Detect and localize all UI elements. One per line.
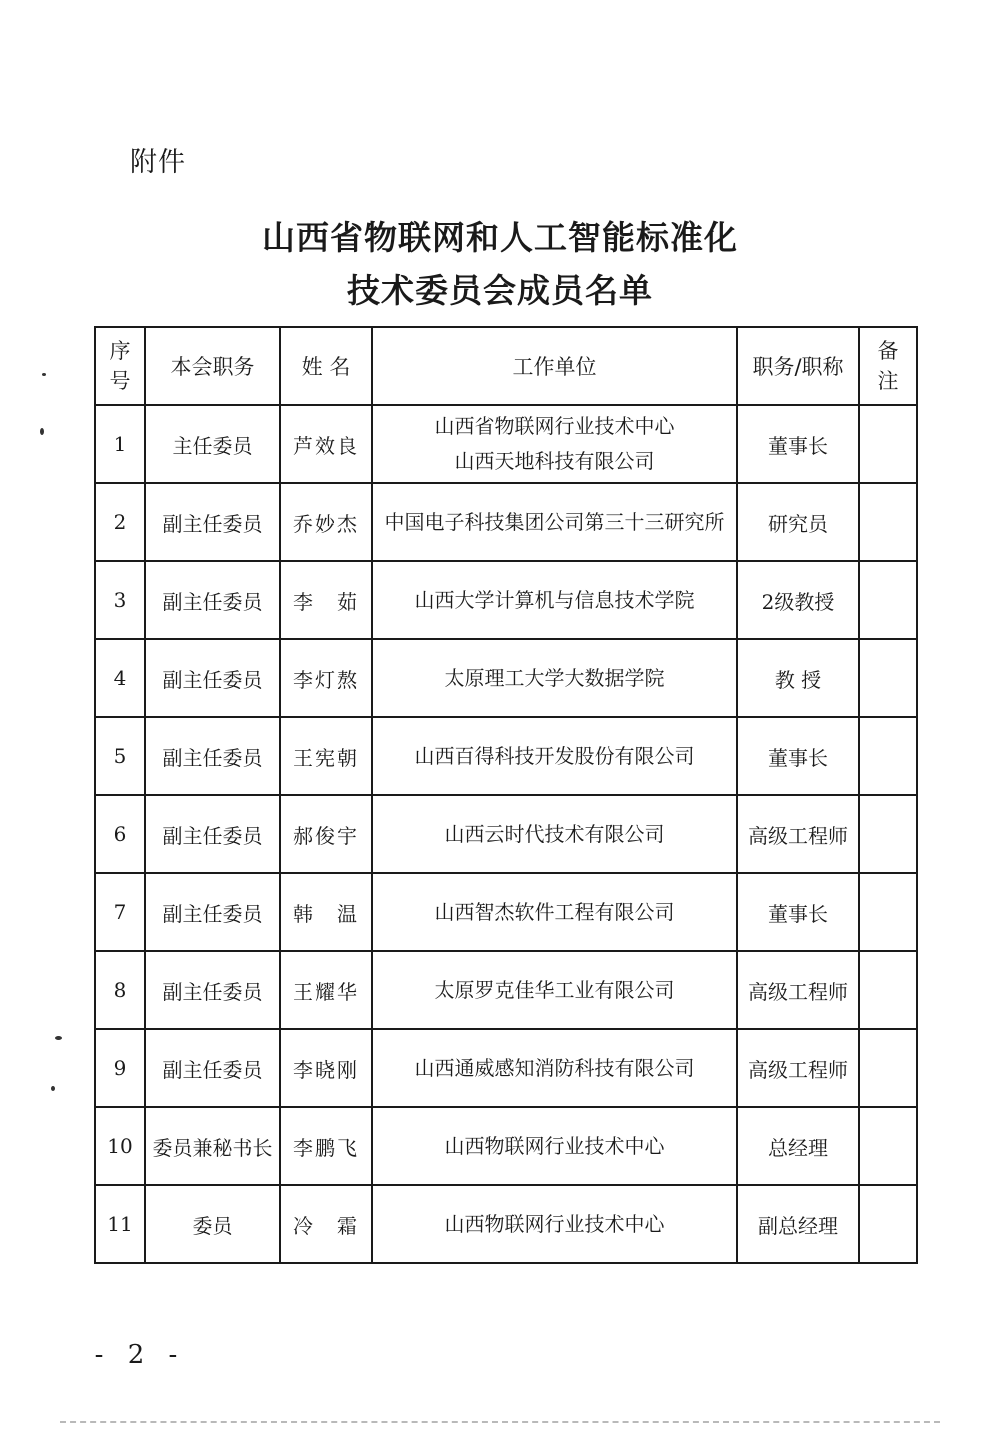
row-note (859, 483, 917, 561)
row-unit (372, 873, 737, 951)
row-note (859, 795, 917, 873)
header-note-top: 备 (877, 338, 899, 363)
row-unit-line: 山西通威感知消防科技有限公司 (414, 1055, 695, 1080)
row-unit (372, 1185, 737, 1263)
row-index: 6 (95, 795, 145, 873)
row-unit (372, 951, 737, 1029)
row-name: 李晓刚 (280, 1029, 372, 1107)
row-role: 副主任委员 (145, 639, 280, 717)
row-name: 李鹏飞 (280, 1107, 372, 1185)
table-row (95, 1029, 917, 1107)
row-role: 委员兼秘书长 (145, 1107, 280, 1185)
row-name: 韩 温 (280, 873, 372, 951)
row-index: 3 (95, 561, 145, 639)
row-unit (372, 717, 737, 795)
header-name: 姓 名 (280, 327, 372, 405)
header-note (859, 327, 917, 405)
row-index: 11 (95, 1185, 145, 1263)
document-title-line-1: 山西省物联网和人工智能标准化 (262, 218, 738, 257)
row-unit (372, 1107, 737, 1185)
row-unit (372, 483, 737, 561)
row-role: 主任委员 (145, 405, 280, 483)
row-role: 副主任委员 (145, 873, 280, 951)
row-unit (372, 561, 737, 639)
row-role: 副主任委员 (145, 561, 280, 639)
table-row (95, 795, 917, 873)
row-index: 5 (95, 717, 145, 795)
row-index: 7 (95, 873, 145, 951)
document-title-line-2: 技术委员会成员名单 (347, 271, 653, 310)
page-number: - 2 - (94, 1340, 186, 1370)
row-name: 郝俊宇 (280, 795, 372, 873)
row-role: 副主任委员 (145, 951, 280, 1029)
row-index: 1 (95, 405, 145, 483)
row-name: 李 茹 (280, 561, 372, 639)
table-row (95, 951, 917, 1029)
row-note (859, 639, 917, 717)
scan-edge-line (60, 1421, 940, 1423)
header-position: 职务/职称 (737, 327, 859, 405)
header-seq-bottom: 号 (109, 369, 131, 393)
row-note (859, 561, 917, 639)
row-position: 教 授 (737, 639, 859, 717)
header-note-bottom: 注 (877, 369, 899, 393)
row-unit (372, 795, 737, 873)
row-note (859, 951, 917, 1029)
member-roster-table (94, 326, 918, 1264)
row-index: 2 (95, 483, 145, 561)
table-row (95, 717, 917, 795)
row-note (859, 405, 917, 483)
row-note (859, 1185, 917, 1263)
table-row (95, 405, 917, 483)
scan-speck (55, 1036, 62, 1040)
row-unit-line: 山西云时代技术有限公司 (444, 821, 665, 846)
header-unit: 工作单位 (372, 327, 737, 405)
header-seq (95, 327, 145, 405)
row-role: 委员 (145, 1185, 280, 1263)
row-position: 高级工程师 (737, 795, 859, 873)
row-unit-line: 山西百得科技开发股份有限公司 (414, 743, 695, 768)
row-note (859, 1107, 917, 1185)
row-unit-line: 山西省物联网行业技术中心 (434, 414, 675, 438)
row-name: 王耀华 (280, 951, 372, 1029)
table-row (95, 561, 917, 639)
row-note (859, 873, 917, 951)
row-position: 副总经理 (737, 1185, 859, 1263)
row-index: 9 (95, 1029, 145, 1107)
row-index: 4 (95, 639, 145, 717)
row-unit (372, 639, 737, 717)
row-unit (372, 405, 737, 483)
row-unit-line: 山西天地科技有限公司 (454, 449, 655, 473)
table-row (95, 639, 917, 717)
row-name: 芦效良 (280, 405, 372, 483)
row-unit-line: 中国电子科技集团公司第三十三研究所 (384, 509, 725, 534)
row-position: 董事长 (737, 873, 859, 951)
row-unit-line: 太原罗克佳华工业有限公司 (434, 977, 675, 1002)
attachment-label: 附件 (130, 147, 186, 178)
row-index: 10 (95, 1107, 145, 1185)
table-row (95, 1107, 917, 1185)
scan-speck (40, 428, 44, 435)
row-role: 副主任委员 (145, 483, 280, 561)
table-row (95, 1185, 917, 1263)
row-index: 8 (95, 951, 145, 1029)
row-note (859, 717, 917, 795)
table-row (95, 483, 917, 561)
row-name: 乔妙杰 (280, 483, 372, 561)
row-role: 副主任委员 (145, 795, 280, 873)
row-unit-line: 山西大学计算机与信息技术学院 (414, 587, 695, 612)
row-unit (372, 1029, 737, 1107)
row-note (859, 1029, 917, 1107)
table-header-row (95, 327, 917, 405)
row-position: 高级工程师 (737, 1029, 859, 1107)
header-seq-top: 序 (109, 338, 131, 363)
row-position: 总经理 (737, 1107, 859, 1185)
row-position: 董事长 (737, 405, 859, 483)
header-role: 本会职务 (145, 327, 280, 405)
row-unit-line: 山西物联网行业技术中心 (444, 1133, 665, 1158)
row-role: 副主任委员 (145, 1029, 280, 1107)
row-position: 董事长 (737, 717, 859, 795)
row-unit-line: 山西智杰软件工程有限公司 (434, 899, 675, 924)
row-position: 研究员 (737, 483, 859, 561)
row-name: 冷 霜 (280, 1185, 372, 1263)
row-name: 王宪朝 (280, 717, 372, 795)
row-unit-line: 太原理工大学大数据学院 (444, 665, 665, 690)
row-role: 副主任委员 (145, 717, 280, 795)
scan-speck (42, 373, 46, 376)
table-body (95, 405, 917, 1263)
row-position: 高级工程师 (737, 951, 859, 1029)
row-unit-line: 山西物联网行业技术中心 (444, 1211, 665, 1236)
table-row (95, 873, 917, 951)
row-name: 李灯熬 (280, 639, 372, 717)
row-position: 2级教授 (737, 561, 859, 639)
scan-speck (51, 1086, 55, 1091)
